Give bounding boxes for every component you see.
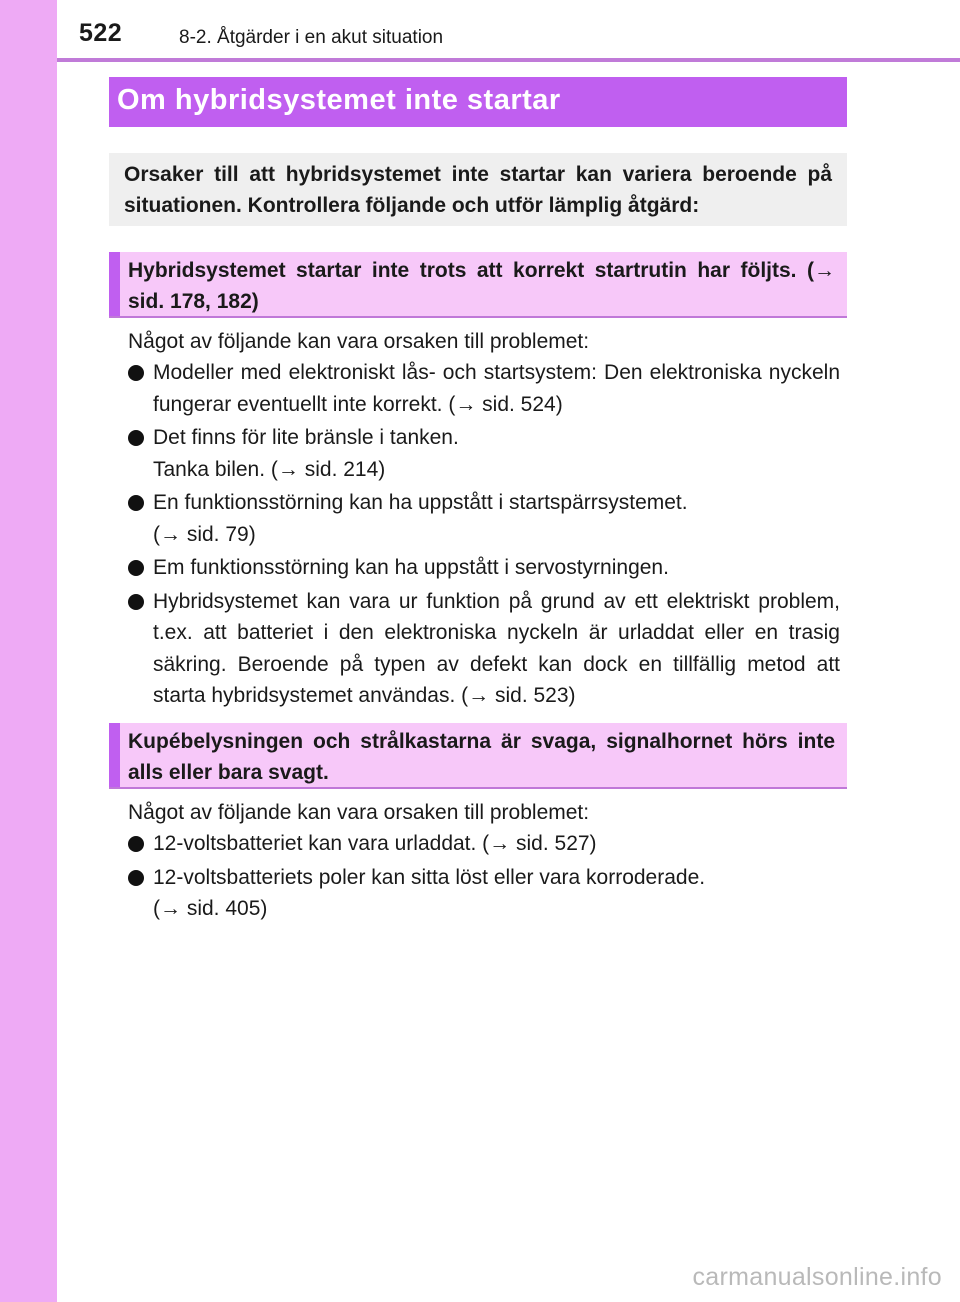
- list-item: [128, 422, 840, 485]
- list-item-text: Em funktionsstörning kan ha uppstått i servostyrningen.: [153, 556, 669, 579]
- list-item-text: Hybridsystemet kan vara ur funktion på grund av ett elektriskt problem, t.ex. att batteriet i den elektroniska nyckeln är urladdat eller en trasig säkring. Beroende på typen av defekt kan dock en tillfällig metod att starta hybridsystemet användas. (→ sid. 523): [153, 589, 840, 707]
- list-item: [128, 552, 840, 584]
- cause-heading-text: Hybridsystemet startar inte trots att korrekt startrutin har följts. (→ sid. 178, 182): [128, 259, 835, 313]
- list-item-text: 12-voltsbatteriets poler kan sitta löst eller vara korroderade.: [153, 865, 706, 889]
- lead-text: Något av följande kan vara orsaken till problemet:: [128, 801, 590, 824]
- bullet-icon: [128, 594, 144, 610]
- list-item-text: 12-voltsbatteriet kan vara urladdat. (→ sid. 527): [153, 832, 597, 855]
- bullet-icon: [128, 495, 144, 511]
- list-item: [128, 586, 840, 712]
- list-item: [128, 487, 840, 550]
- intro-text: Orsaker till att hybridsystemet inte startar kan variera beroende på situationen. Kontrollera följande och utför lämplig åtgärd:: [124, 163, 832, 217]
- bullet-icon: [128, 365, 144, 381]
- list-item-text: En funktionsstörning kan ha uppstått i startspärrsystemet.: [153, 491, 688, 514]
- bullet-icon: [128, 560, 144, 576]
- cause-list-1: [128, 357, 840, 714]
- list-item: [128, 357, 840, 420]
- bullet-icon: [128, 430, 144, 446]
- list-item-subtext: Tanka bilen. (→ sid. 214): [153, 457, 386, 481]
- header-rule: [57, 58, 960, 62]
- heading-accent: [109, 723, 120, 787]
- bullet-icon: [128, 870, 144, 886]
- title-bar: [109, 77, 847, 127]
- bullet-icon: [128, 836, 144, 852]
- cause-heading-text: Kupébelysningen och strålkastarna är svaga, signalhornet hörs inte alls eller bara svagt.: [128, 730, 835, 784]
- intro-box: [109, 153, 847, 226]
- list-item: [128, 862, 840, 925]
- list-item-subtext: (→ sid. 405): [153, 897, 268, 920]
- cause-heading-2: [109, 723, 847, 789]
- page-title: Om hybridsystemet inte startar: [117, 84, 561, 116]
- page-number: 522: [79, 19, 123, 47]
- lead-text: Något av följande kan vara orsaken till problemet:: [128, 330, 590, 353]
- cause-heading-1: [109, 252, 847, 318]
- heading-accent: [109, 252, 120, 316]
- list-item-subtext: (→ sid. 79): [153, 522, 256, 546]
- list-item: [128, 828, 840, 860]
- section-header: 8-2. Åtgärder i en akut situation: [179, 27, 444, 48]
- watermark: carmanualsonline.info: [692, 1263, 942, 1291]
- list-item-text: Det finns för lite bränsle i tanken.: [153, 426, 459, 449]
- cause-list-2: [128, 828, 840, 927]
- side-tab-strip: [0, 0, 57, 1302]
- list-item-text: Modeller med elektroniskt lås- och startsystem: Den elektroniska nyckeln fungerar eventuellt inte korrekt. (→ sid. 524): [153, 361, 840, 416]
